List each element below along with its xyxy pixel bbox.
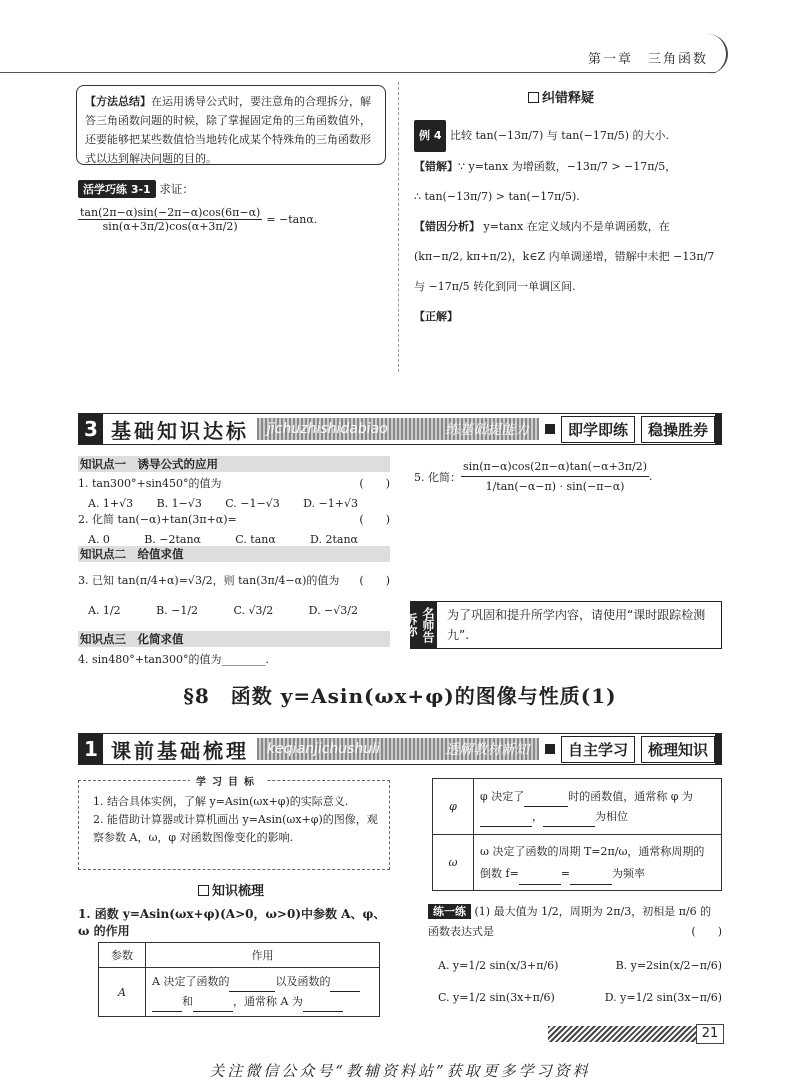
section-8-title: §8 函数 y=Asin(ωx+φ)的图像与性质(1) [183, 684, 617, 708]
analysis-line-2: (kπ−π/2, kπ+π/2)，k∈Z 内单调递增，错解中未把 −13π/7 [414, 250, 715, 263]
q2-option-c: C. tanα [235, 533, 276, 546]
q3-paren: ( ) [359, 574, 390, 587]
analysis-label: 【错因分析】 [414, 220, 480, 233]
q2-paren: ( ) [359, 513, 390, 526]
teacher-text: 为了巩固和提升所学内容，请使用“课时跟踪检测九”. [447, 608, 706, 642]
practice-prompt: 求证： [159, 182, 194, 196]
practice-exercise [428, 902, 722, 1008]
practice-block [78, 180, 317, 233]
phi-effect: φ 决定了 时的函数值，通常称 φ 为 ， 为相位 [474, 779, 722, 835]
q3-option-d: D. −√3/2 [308, 604, 358, 617]
q3-option-c: C. √3/2 [233, 604, 274, 617]
header-rule [0, 72, 716, 73]
method-label: 【方法总结】 [85, 95, 151, 108]
question-4: 4. sin480°+tan300°的值为________. [78, 653, 270, 666]
q5-numerator: sin(π−α)cos(2π−α)tan(−α+3π/2) [461, 460, 649, 477]
error-section-body [414, 120, 724, 332]
parameter-table [98, 942, 380, 1017]
header-curve [708, 34, 728, 74]
param-table-header-effect: 作用 [146, 943, 380, 968]
param-A-effect: A 决定了函数的 以及函数的 和 ，通常称 A 为 [146, 968, 380, 1017]
banner-stripe [257, 418, 539, 440]
q2-option-a: A. 0 [88, 533, 110, 546]
practice-numerator: tan(2π−α)sin(−2π−α)cos(6π−α) [80, 206, 261, 219]
q3-option-b: B. −1/2 [156, 604, 199, 617]
analysis-line-3: 与 −17π/5 转化到同一单调区间. [414, 280, 576, 293]
banner-tag-2: 梳理知识 [641, 736, 715, 763]
error-section-title: 纠错释疑 [528, 87, 594, 106]
banner-endbar [715, 414, 721, 444]
page-number: 21 [696, 1024, 724, 1044]
wrong-label: 【错解】 [414, 160, 458, 173]
banner-tag-1: 即学即练 [561, 416, 635, 443]
lianxi-option-d: D. y=1/2 sin(3x−π/6) [604, 991, 722, 1004]
knowledge-section-title: 知识梳理 [198, 880, 264, 899]
q1-stem: 1. tan300°+sin450°的值为 [78, 477, 222, 490]
q1-paren: ( ) [359, 477, 390, 490]
banner-pinyin: keqianjichushuli [267, 741, 380, 757]
banner-basic-knowledge [78, 413, 722, 445]
lianxi-option-a: A. y=1/2 sin(x/3+π/6) [438, 959, 559, 972]
learning-goals-title: 学习目标 [190, 773, 266, 788]
q1-option-c: C. −1−√3 [225, 497, 280, 510]
practice-rhs: = −tanα. [266, 213, 318, 226]
banner-tag-2: 稳操胜券 [641, 416, 715, 443]
banner-pinyin: jichuzhishidabiao [267, 421, 388, 437]
method-summary-box [76, 85, 386, 165]
phi-cell: φ [433, 779, 474, 835]
question-2 [78, 511, 390, 546]
banner-square [545, 424, 555, 434]
goal-2: 2. 能借助计算器或计算机画出 y=Asin(ωx+φ)的图像，观察参数 A，ω，φ 对函数图像变化的影响. [93, 813, 378, 844]
knowledge-point-1: 知识点一 诱导公式的应用 [78, 456, 390, 472]
teacher-tip-box [404, 601, 722, 649]
footer-text: 关注微信公众号“教辅资料站”获取更多学习资料 [209, 1062, 591, 1080]
q2-option-d: D. 2tanα [310, 533, 358, 546]
banner-stripe [257, 738, 539, 760]
q1-option-b: B. 1−√3 [156, 497, 202, 510]
banner-number: 3 [79, 414, 103, 444]
q1-option-d: D. −1+√3 [303, 497, 358, 510]
banner-pre-class [78, 733, 722, 765]
example-label: 例 4 [414, 120, 446, 152]
banner-number: 1 [79, 734, 103, 764]
lianxi-paren: ( ) [691, 925, 722, 938]
method-text: 在运用诱导公式时，要注意角的合理拆分，解答三角函数问题的时候，除了掌握固定角的三角函数值外，还要能够把某些数值恰当地转化成某个特殊角的三角函数形式以达到解决问题的目的。 [85, 95, 371, 165]
q3-option-a: A. 1/2 [88, 604, 121, 617]
knowledge-heading: 1. 函数 y=Asin(ωx+φ)(A>0，ω>0)中参数 A、φ、ω 的作用 [78, 907, 386, 938]
goal-1: 1. 结合具体实例，了解 y=Asin(ωx+φ)的实际意义. [93, 795, 349, 808]
q2-option-b: B. −2tanα [144, 533, 201, 546]
lianxi-option-b: B. y=2sin(x/2−π/6) [615, 959, 722, 972]
example-text: 比较 tan(−13π/7) 与 tan(−17π/5) 的大小. [449, 129, 670, 142]
practice-denominator: sin(α+3π/2)cos(α+3π/2) [102, 220, 238, 233]
banner-slogan: 练基础提能力 [444, 422, 529, 438]
question-5: 5. 化简： $\frac{\sin(\pi-\alpha)\cos(2\pi-\alpha)\tan(-\alpha+3\pi/2)}{1/\tan(-\alpha-\pi) \cdot \sin(-\pi-\alpha)}$ . [414, 460, 653, 493]
wrong-line-2: ∴ tan(−13π/7) > tan(−17π/5). [414, 190, 580, 203]
section-icon [528, 92, 539, 103]
q3-stem: 3. 已知 tan(π/4+α)=√3/2，则 tan(3π/4−α)的值为 [78, 574, 340, 587]
question-3 [78, 572, 390, 617]
chapter-title: 第一章 三角函数 [587, 52, 708, 67]
omega-effect: ω 决定了函数的周期 T=2π/ω，通常称周期的 倒数 f= = 为频率 [474, 835, 722, 891]
banner-slogan: 透解教材新知 [444, 742, 529, 758]
banner-square [545, 744, 555, 754]
param-A-cell: A [99, 968, 146, 1017]
q5-denominator: 1/tan(−α−π) · sin(−π−α) [485, 480, 625, 493]
learning-goals-box [78, 780, 390, 870]
question-1 [78, 475, 390, 510]
analysis-line-1: y=tanx 在定义域内不是单调函数，在 [483, 220, 670, 233]
correct-label: 【正解】 [414, 310, 458, 323]
knowledge-point-3: 知识点三 化简求值 [78, 631, 390, 647]
q2-stem: 2. 化简 tan(−α)+tan(3π+α)= [78, 513, 237, 526]
banner-title: 基础知识达标 [111, 418, 249, 443]
knowledge-point-2: 知识点二 给值求值 [78, 546, 390, 562]
teacher-badge: 名师告诉你 [411, 602, 437, 648]
lianxi-option-c: C. y=1/2 sin(3x+π/6) [438, 991, 555, 1004]
param-table-header-param: 参数 [99, 943, 146, 968]
banner-title: 课前基础梳理 [111, 738, 249, 763]
banner-tag-1: 自主学习 [561, 736, 635, 763]
q1-option-a: A. 1+√3 [88, 497, 134, 510]
phi-omega-table [432, 778, 722, 891]
lianxi-stem: (1) 最大值为 1/2，周期为 2π/3，初相是 π/6 的函数表达式是 [428, 905, 712, 938]
column-divider [398, 82, 399, 372]
banner-endbar [715, 734, 721, 764]
q5-label: 5. 化简： [414, 470, 461, 484]
practice-badge: 活学巧练 3-1 [78, 180, 156, 198]
wrong-line-1: ∵ y=tanx 为增函数，−13π/7 > −17π/5， [458, 160, 677, 173]
lianxi-label: 练一练 [428, 904, 471, 919]
omega-cell: ω [433, 835, 474, 891]
section-icon [198, 885, 209, 896]
